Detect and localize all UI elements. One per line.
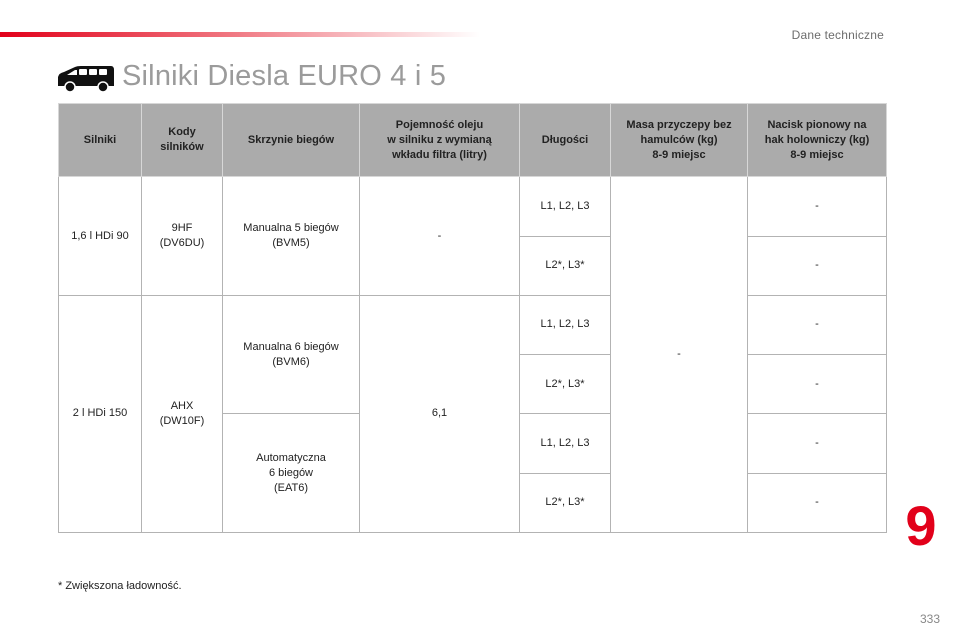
oil-capacity-cell: -	[360, 177, 520, 296]
van-icon	[56, 64, 116, 94]
top-accent-bar	[0, 32, 480, 37]
engine-code-cell: AHX (DW10F)	[142, 295, 223, 532]
engine-cell: 2 l HDi 150	[59, 295, 142, 532]
length-cell: L1, L2, L3	[520, 414, 611, 473]
engine-code-cell: 9HF (DV6DU)	[142, 177, 223, 296]
tow-load-cell: -	[748, 473, 887, 532]
page-title: Silniki Diesla EURO 4 i 5	[122, 60, 447, 92]
table-header-row	[59, 104, 887, 177]
length-cell: L1, L2, L3	[520, 295, 611, 354]
tow-load-cell: -	[748, 295, 887, 354]
gearbox-cell: Automatyczna 6 biegów (EAT6)	[223, 414, 360, 533]
header-engine-codes: Kody silników	[142, 104, 223, 177]
header-gearboxes: Skrzynie biegów	[223, 104, 360, 177]
chapter-number: 9	[905, 494, 937, 557]
length-cell: L2*, L3*	[520, 355, 611, 414]
header-engines: Silniki	[59, 104, 142, 177]
tow-load-cell: -	[748, 414, 887, 473]
tow-load-cell: -	[748, 236, 887, 295]
header-oil-capacity: Pojemność oleju w silniku z wymianą wkładu filtra (litry)	[360, 104, 520, 177]
header-tow-load: Nacisk pionowy na hak holowniczy (kg) 8-9 miejsc	[748, 104, 887, 177]
table-row	[59, 295, 887, 354]
gearbox-cell: Manualna 5 biegów (BVM5)	[223, 177, 360, 296]
tow-load-cell: -	[748, 355, 887, 414]
page-number: 333	[919, 612, 940, 626]
trailer-mass-cell: -	[611, 177, 748, 533]
header-trailer-mass: Masa przyczepy bez hamulców (kg) 8-9 miejsc	[611, 104, 748, 177]
table-row	[59, 177, 887, 236]
oil-capacity-cell: 6,1	[360, 295, 520, 532]
engine-cell: 1,6 l HDi 90	[59, 177, 142, 296]
spec-table	[58, 103, 887, 533]
length-cell: L2*, L3*	[520, 473, 611, 532]
footnote: * Zwiększona ładowność.	[58, 580, 182, 592]
length-cell: L1, L2, L3	[520, 177, 611, 236]
section-label: Dane techniczne	[791, 28, 884, 42]
gearbox-cell: Manualna 6 biegów (BVM6)	[223, 295, 360, 414]
length-cell: L2*, L3*	[520, 236, 611, 295]
tow-load-cell: -	[748, 177, 887, 236]
header-lengths: Długości	[520, 104, 611, 177]
